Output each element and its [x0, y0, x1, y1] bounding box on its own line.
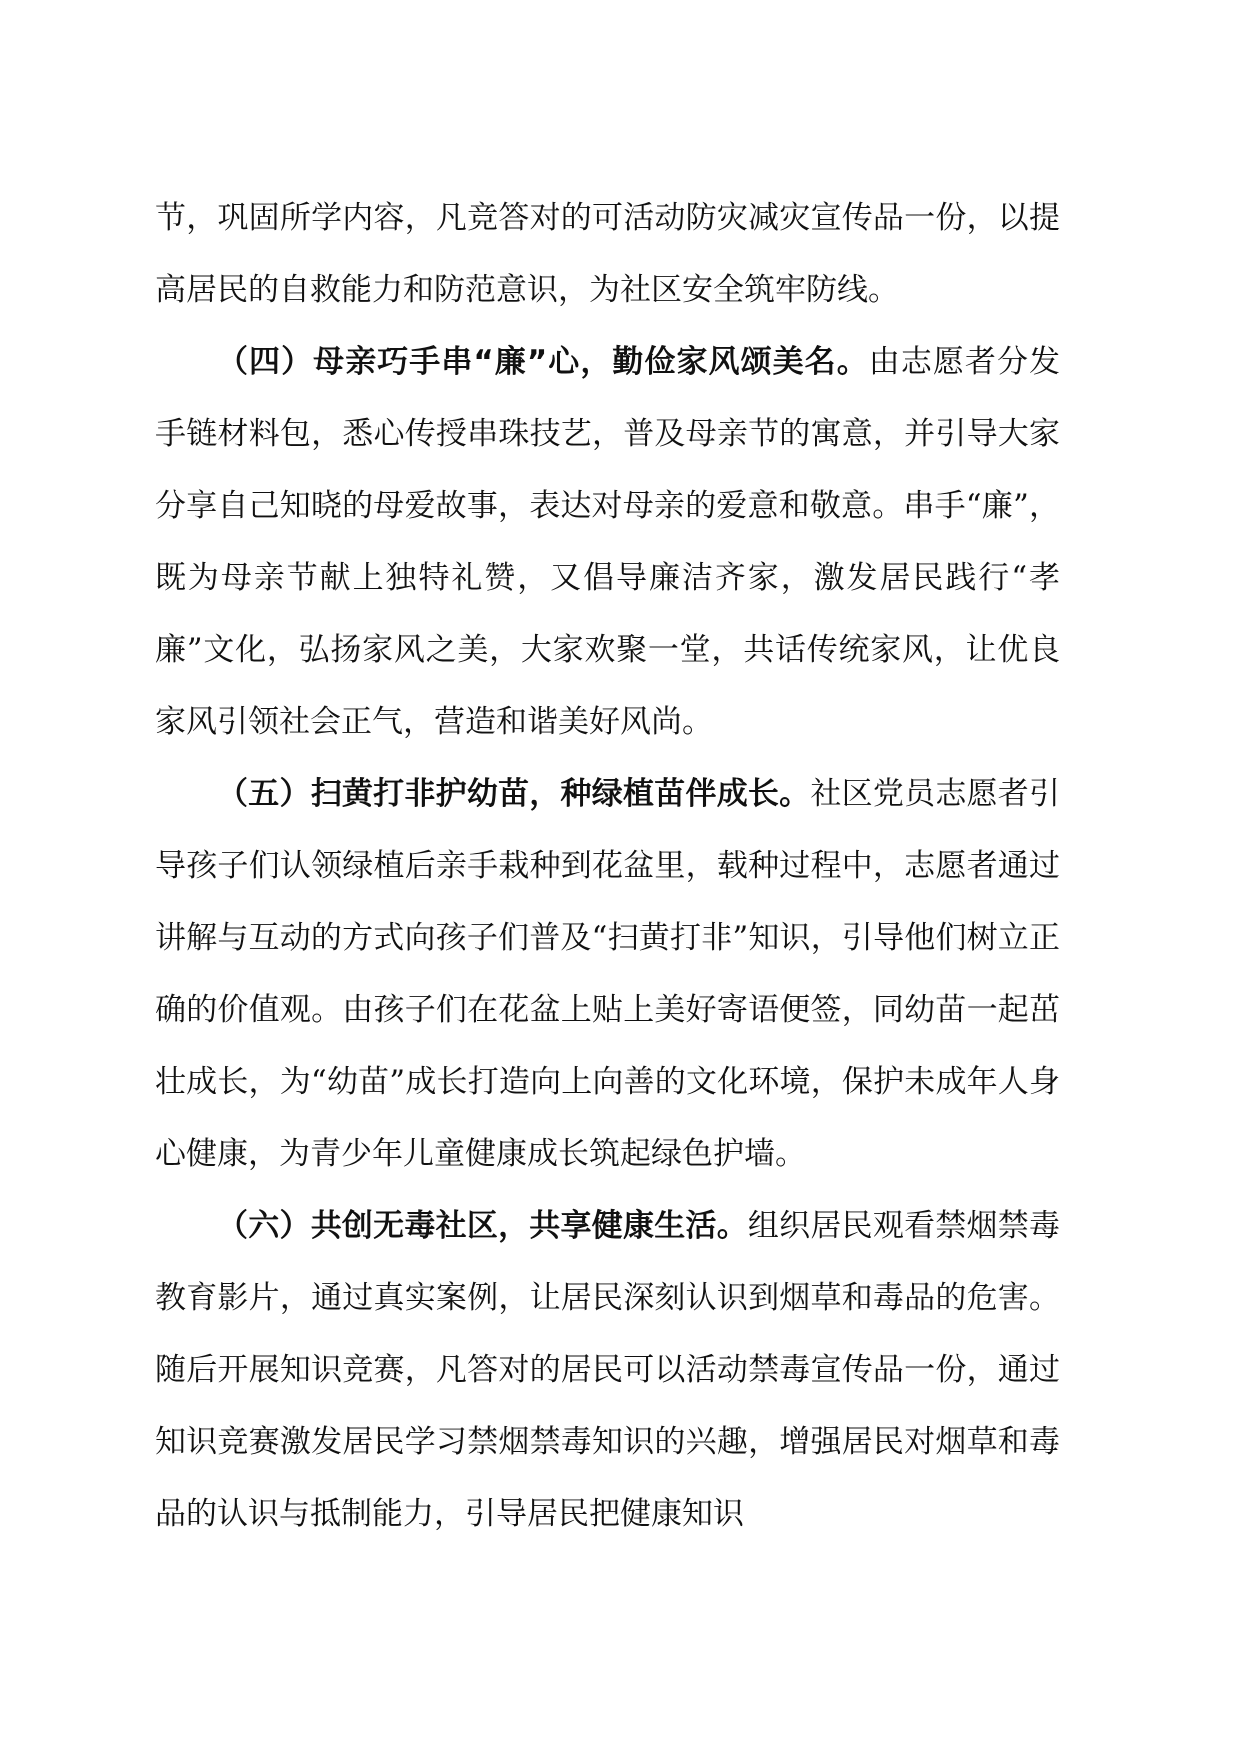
- paragraph-text: 节，巩固所学内容，凡竞答对的可活动防灾减灾宣传品一份，以提高居民的自救能力和防范意识，为社区安全筑牢防线。: [155, 200, 1060, 308]
- paragraph-continuation: [155, 182, 1060, 326]
- paragraph-section-5: [155, 758, 1060, 1190]
- section-heading-5: （五）扫黄打非护幼苗，种绿植苗伴成长。: [217, 776, 811, 812]
- paragraph-text: 由志愿者分发手链材料包，悉心传授串珠技艺，普及母亲节的寓意，并引导大家分享自己知晓的母爱故事，表达对母亲的爱意和敬意。串手“廉”，既为母亲节献上独特礼赞，又倡导廉洁齐家，激发居民践行“孝廉”文化，弘扬家风之美，大家欢聚一堂，共话传统家风，让优良家风引领社会正气，营造和谐美好风尚。: [155, 344, 1061, 740]
- paragraph-section-4: [155, 326, 1060, 758]
- section-heading-6: （六）共创无毒社区，共享健康生活。: [217, 1208, 748, 1244]
- paragraph-text: 社区党员志愿者引导孩子们认领绿植后亲手栽种到花盆里，载种过程中，志愿者通过讲解与互动的方式向孩子们普及“扫黄打非”知识，引导他们树立正确的价值观。由孩子们在花盆上贴上美好寄语便签，同幼苗一起茁壮成长，为“幼苗”成长打造向上向善的文化环境，保护未成年人身心健康，为青少年儿童健康成长筑起绿色护墙。: [155, 776, 1061, 1172]
- paragraph-section-6: [155, 1190, 1060, 1550]
- document-body: [155, 182, 1060, 1550]
- paragraph-text: 组织居民观看禁烟禁毒教育影片，通过真实案例，让居民深刻认识到烟草和毒品的危害。随后开展知识竞赛，凡答对的居民可以活动禁毒宣传品一份，通过知识竞赛激发居民学习禁烟禁毒知识的兴趣，增强居民对烟草和毒品的认识与抵制能力，引导居民把健康知识: [155, 1208, 1060, 1532]
- section-heading-4: （四）母亲巧手串“廉”心，勤俭家风颂美名。: [217, 344, 869, 380]
